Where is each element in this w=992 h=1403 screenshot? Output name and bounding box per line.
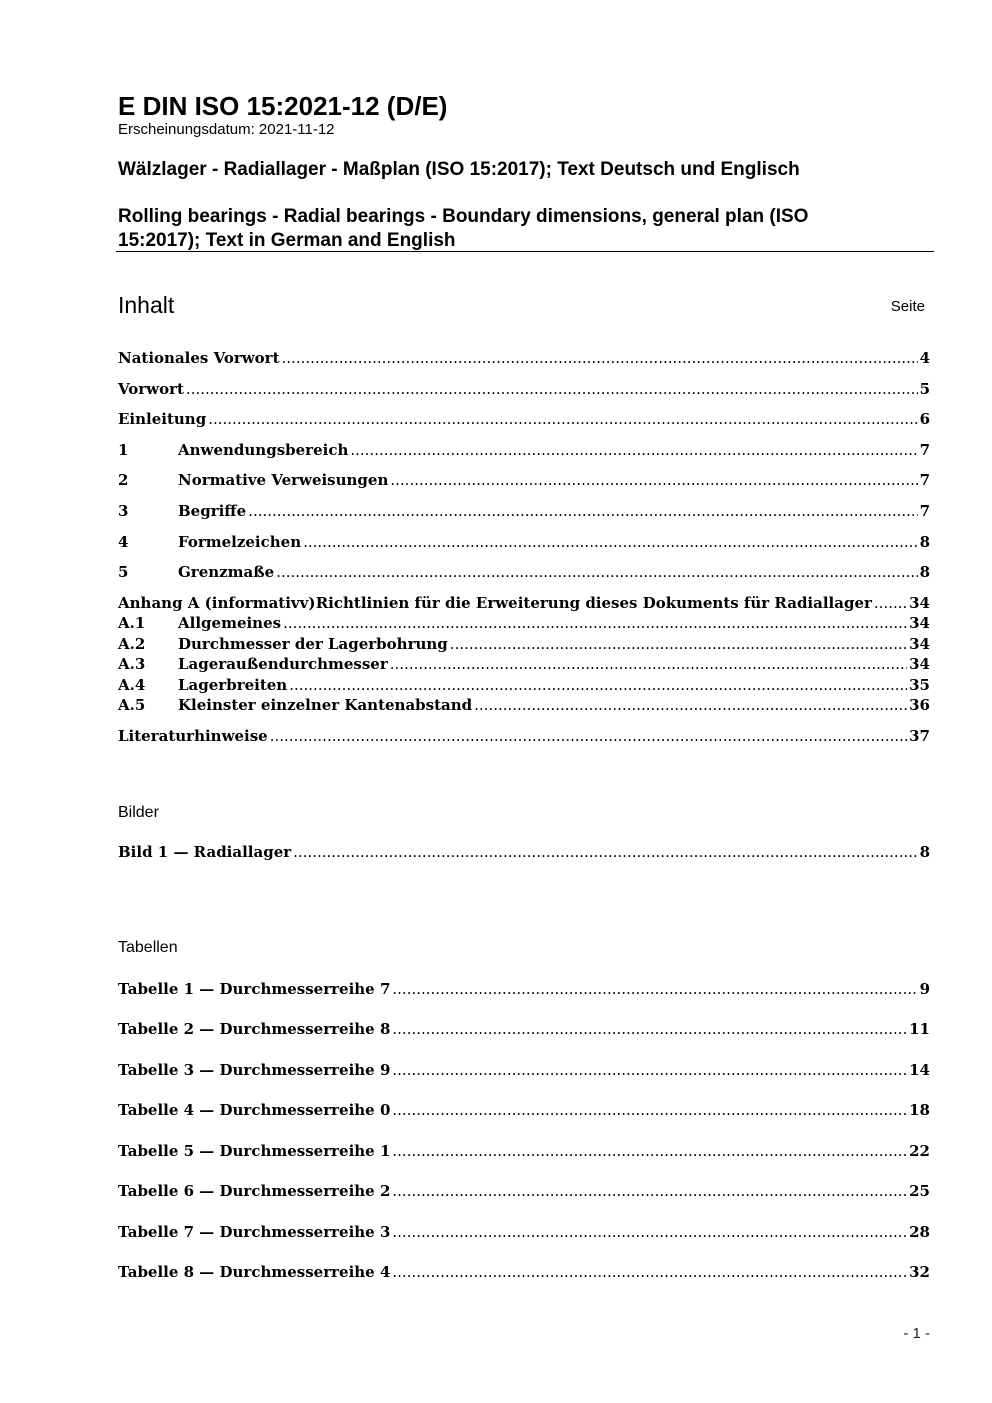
tables-heading: Tabellen [118,939,178,956]
toc-leader [186,379,918,399]
toc-entry-number: A.4 [118,676,146,694]
toc-entry-3[interactable] [118,501,930,521]
table-entry-page: 22 [909,1142,930,1160]
toc-leader [283,613,907,633]
toc-entry-title: Allgemeines [178,614,282,632]
toc-leader [392,1060,907,1080]
page-number: - 1 - [903,1325,930,1342]
table-entry-page: 9 [919,980,930,998]
table-entry-page: 28 [909,1223,930,1241]
table-entry-page: 11 [909,1020,930,1038]
toc-leader [392,1100,907,1120]
toc-leader [276,562,917,582]
toc-entry-title: Nationales Vorwort [118,349,280,367]
table-entry-title: Tabelle 2 — Durchmesserreihe 8 [118,1020,391,1038]
toc-entry-title: Literaturhinweise [118,727,268,745]
toc-entry-title: Formelzeichen [178,533,302,551]
toc-entry-page: 8 [919,563,930,581]
toc-entry-page: 4 [919,349,930,367]
toc-entry-number: 1 [118,441,129,459]
toc-leader [282,348,918,368]
title-divider [116,251,934,252]
toc-leader [390,470,917,490]
toc-entry-a4[interactable] [118,675,930,695]
toc-leader [392,1262,907,1282]
toc-entry-title: Durchmesser der Lagerbohrung [178,635,448,653]
table-entry-title: Tabelle 5 — Durchmesserreihe 1 [118,1142,391,1160]
publication-date: Erscheinungsdatum: 2021-11-12 [118,121,335,138]
toc-leader [270,726,907,746]
figure-entry-1[interactable] [118,842,930,862]
toc-entry-page: 34 [909,614,930,632]
table-entry-4[interactable] [118,1100,930,1120]
toc-heading: Inhalt [118,292,175,318]
toc-entry-number: A.2 [118,635,146,653]
toc-entry-page: 5 [919,380,930,398]
toc-entry-4[interactable] [118,532,930,552]
toc-entry-5[interactable] [118,562,930,582]
toc-entry-title: Lagerbreiten [178,676,288,694]
toc-entry-page: 6 [919,410,930,428]
toc-leader [392,1019,907,1039]
toc-entry-page: 36 [909,696,930,714]
toc-entry-page: 7 [919,441,930,459]
toc-entry-title: Normative Verweisungen [178,471,389,489]
toc-entry-title: Vorwort [118,380,184,398]
toc-entry-page: 34 [909,594,930,612]
toc-entry-number: 2 [118,471,129,489]
toc-entry-number: A.1 [118,614,146,632]
title-german: Wälzlager - Radiallager - Maßplan (ISO 15:2017); Text Deutsch und Englisch [118,159,800,180]
toc-entry-a3[interactable] [118,654,930,674]
toc-entry-page: 35 [909,676,930,694]
table-entry-6[interactable] [118,1181,930,1201]
toc-leader [293,842,917,862]
figure-entry-title: Bild 1 — Radiallager [118,843,292,861]
toc-entry-2[interactable] [118,470,930,490]
figures-heading: Bilder [118,804,159,821]
toc-entry-number: 4 [118,533,129,551]
toc-entry-page: 34 [909,655,930,673]
toc-entry-page: 7 [919,471,930,489]
toc-leader [208,409,917,429]
toc-entry-einleitung[interactable] [118,409,930,429]
document-id: E DIN ISO 15:2021-12 (D/E) [118,91,448,121]
table-entry-page: 14 [909,1061,930,1079]
table-entry-8[interactable] [118,1262,930,1282]
table-entry-page: 18 [909,1101,930,1119]
toc-entry-title: Begriffe [178,502,247,520]
toc-leader [248,501,917,521]
toc-entry-number: 3 [118,502,129,520]
toc-entry-title: Grenzmaße [178,563,275,581]
toc-entry-title: Einleitung [118,410,207,428]
toc-entry-number: 5 [118,563,129,581]
toc-leader [390,654,907,674]
table-entry-title: Tabelle 7 — Durchmesserreihe 3 [118,1223,391,1241]
toc-entry-1[interactable] [118,440,930,460]
toc-entry-a1[interactable] [118,613,930,633]
toc-leader [350,440,917,460]
toc-entry-number: A.3 [118,655,146,673]
table-entry-page: 32 [909,1263,930,1281]
toc-entry-a5[interactable] [118,695,930,715]
toc-leader [874,593,907,613]
toc-entry-subtitle: Richtlinien für die Erweiterung dieses Dokuments für Radiallager [315,594,872,612]
toc-entry-page: 7 [919,502,930,520]
table-entry-3[interactable] [118,1060,930,1080]
toc-entry-title: Kleinster einzelner Kantenabstand [178,696,473,714]
page-column-label: Seite [890,298,925,315]
table-entry-title: Tabelle 1 — Durchmesserreihe 7 [118,980,391,998]
toc-entry-a2[interactable] [118,634,930,654]
toc-leader [303,532,917,552]
title-english: Rolling bearings - Radial bearings - Boundary dimensions, general plan (ISO 15:2017); Text in German and English [118,206,809,251]
toc-entry-title: Anhang A (informativv) [118,594,316,612]
toc-leader [450,634,907,654]
toc-entry-page: 37 [909,727,930,745]
toc-leader [392,979,917,999]
table-entry-5[interactable] [118,1141,930,1161]
toc-leader [392,1141,907,1161]
toc-leader [474,695,907,715]
table-entry-page: 25 [909,1182,930,1200]
figure-entry-page: 8 [919,843,930,861]
table-entry-1[interactable] [118,979,930,999]
toc-entry-title: Lageraußendurchmesser [178,655,388,673]
toc-entry-literaturhinweise[interactable] [118,726,930,746]
table-entry-title: Tabelle 8 — Durchmesserreihe 4 [118,1263,391,1281]
toc-entry-page: 8 [919,533,930,551]
toc-entry-anhang-a[interactable] [118,593,930,613]
table-entry-title: Tabelle 4 — Durchmesserreihe 0 [118,1101,391,1119]
toc-entry-title: Anwendungsbereich [178,441,349,459]
toc-entry-vorwort[interactable] [118,379,930,399]
toc-entry-number: A.5 [118,696,146,714]
table-entry-7[interactable] [118,1222,930,1242]
toc-leader [392,1181,907,1201]
toc-entry-nationales-vorwort[interactable] [118,348,930,368]
table-entry-title: Tabelle 3 — Durchmesserreihe 9 [118,1061,391,1079]
toc-entry-page: 34 [909,635,930,653]
toc-leader [392,1222,907,1242]
table-entry-title: Tabelle 6 — Durchmesserreihe 2 [118,1182,391,1200]
toc-leader [289,675,907,695]
table-entry-2[interactable] [118,1019,930,1039]
